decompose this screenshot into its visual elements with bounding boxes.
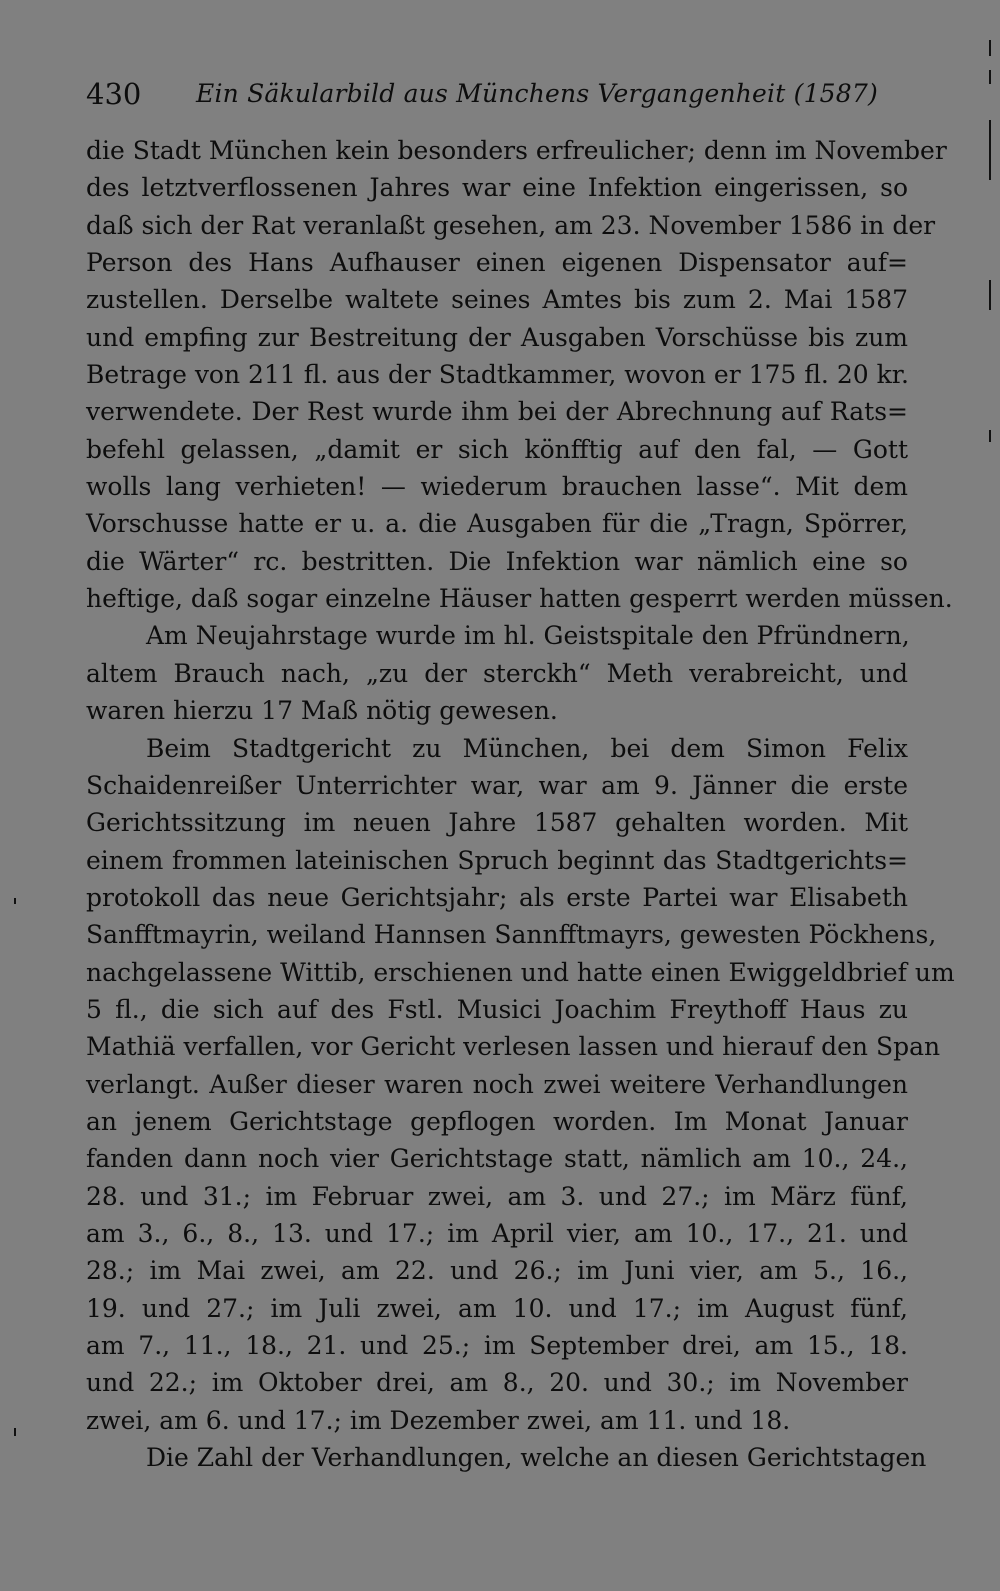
text-line: fanden dann noch vier Gerichtstage statt, nämlich am 10., 24., [86, 1144, 908, 1174]
text-line: verlangt. Außer dieser waren noch zwei weitere Verhandlungen [86, 1069, 908, 1099]
text-line: Gerichtssitzung im neuen Jahre 1587 gehalten worden. Mit [86, 808, 908, 838]
scan-mark [989, 120, 991, 180]
text-line: und empfing zur Bestreitung der Ausgaben Vorschüsse bis zum [86, 322, 908, 352]
text-line: Betrage von 211 fl. aus der Stadtkammer, wovon er 175 fl. 20 kr. [86, 360, 909, 390]
text-line: zwei, am 6. und 17.; im Dezember zwei, am 11. und 18. [86, 1405, 791, 1435]
body-text [86, 132, 955, 1476]
text-line: an jenem Gerichtstage gepflogen worden. Im Monat Januar [86, 1106, 908, 1136]
text-line: Die Zahl der Verhandlungen, welche an diesen Gerichtstagen [146, 1443, 927, 1473]
text-line: Beim Stadtgericht zu München, bei dem Simon Felix [146, 733, 908, 763]
text-line: befehl gelassen, „damit er sich könfftig auf den fal, — Gott [86, 434, 908, 464]
text-line: altem Brauch nach, „zu der sterckh“ Meth verabreicht, und [86, 658, 908, 688]
text-line: Vorschusse hatte er u. a. die Ausgaben für die „Tragn, Spörrer, [86, 509, 908, 539]
text-line: protokoll das neue Gerichtsjahr; als erste Partei war Elisabeth [86, 882, 908, 912]
running-title: Ein Säkularbild aus Münchens Vergangenheit (1587) [196, 79, 878, 108]
text-line: einem frommen lateinischen Spruch beginnt das Stadtgerichts= [86, 845, 908, 875]
text-line: die Stadt München kein besonders erfreulicher; denn im November [86, 136, 947, 165]
text-line: am 7., 11., 18., 21. und 25.; im September drei, am 15., 18. [86, 1331, 908, 1360]
text-line: wolls lang verhieten! — wiederum brauchen lasse“. Mit dem [86, 472, 908, 502]
page-number: 430 [86, 77, 142, 111]
text-line: und 22.; im Oktober drei, am 8., 20. und 30.; im November [86, 1368, 908, 1398]
page-header [86, 74, 886, 114]
text-line: 28.; im Mai zwei, am 22. und 26.; im Juni vier, am 5., 16., [86, 1256, 908, 1286]
text-line: daß sich der Rat veranlaßt gesehen, am 23. November 1586 in der [86, 210, 936, 240]
text-line: zustellen. Derselbe waltete seines Amtes bis zum 2. Mai 1587 [86, 285, 908, 315]
text-line: 5 fl., die sich auf des Fstl. Musici Joachim Freythoff Haus zu [86, 994, 908, 1024]
scan-mark [14, 1428, 16, 1436]
text-line: nachgelassene Wittib, erschienen und hatte einen Ewiggeldbrief um [86, 957, 955, 987]
text-line: Sanfftmayrin, weiland Hannsen Sannfftmayrs, gewesten Pöckhens, [86, 920, 937, 950]
text-line: des letztverflossenen Jahres war eine Infektion eingerissen, so [86, 173, 908, 203]
text-line: Schaidenreißer Unterrichter war, war am 9. Jänner die erste [86, 770, 908, 800]
text-line: Mathiä verfallen, vor Gericht verlesen lassen und hierauf den Span [86, 1032, 941, 1062]
text-line: 19. und 27.; im Juli zwei, am 10. und 17.; im August fünf, [86, 1293, 908, 1323]
text-line: Person des Hans Aufhauser einen eigenen Dispensator auf= [86, 248, 908, 278]
text-line: 28. und 31.; im Februar zwei, am 3. und 27.; im März fünf, [86, 1181, 908, 1211]
scan-mark [989, 430, 991, 442]
text-line: die Wärter“ rc. bestritten. Die Infektion war nämlich eine so [86, 546, 908, 576]
scan-mark [14, 898, 16, 904]
text-line: am 3., 6., 8., 13. und 17.; im April vier, am 10., 17., 21. und [86, 1218, 908, 1248]
text-line: heftige, daß sogar einzelne Häuser hatten gesperrt werden müssen. [86, 584, 953, 614]
text-line: Am Neujahrstage wurde im hl. Geistspitale den Pfründnern, [146, 621, 910, 651]
scan-mark [989, 280, 991, 310]
scan-mark [989, 70, 991, 84]
scan-mark [989, 40, 991, 56]
text-line: waren hierzu 17 Maß nötig gewesen. [86, 696, 558, 726]
text-line: verwendete. Der Rest wurde ihm bei der Abrechnung auf Rats= [86, 397, 908, 427]
